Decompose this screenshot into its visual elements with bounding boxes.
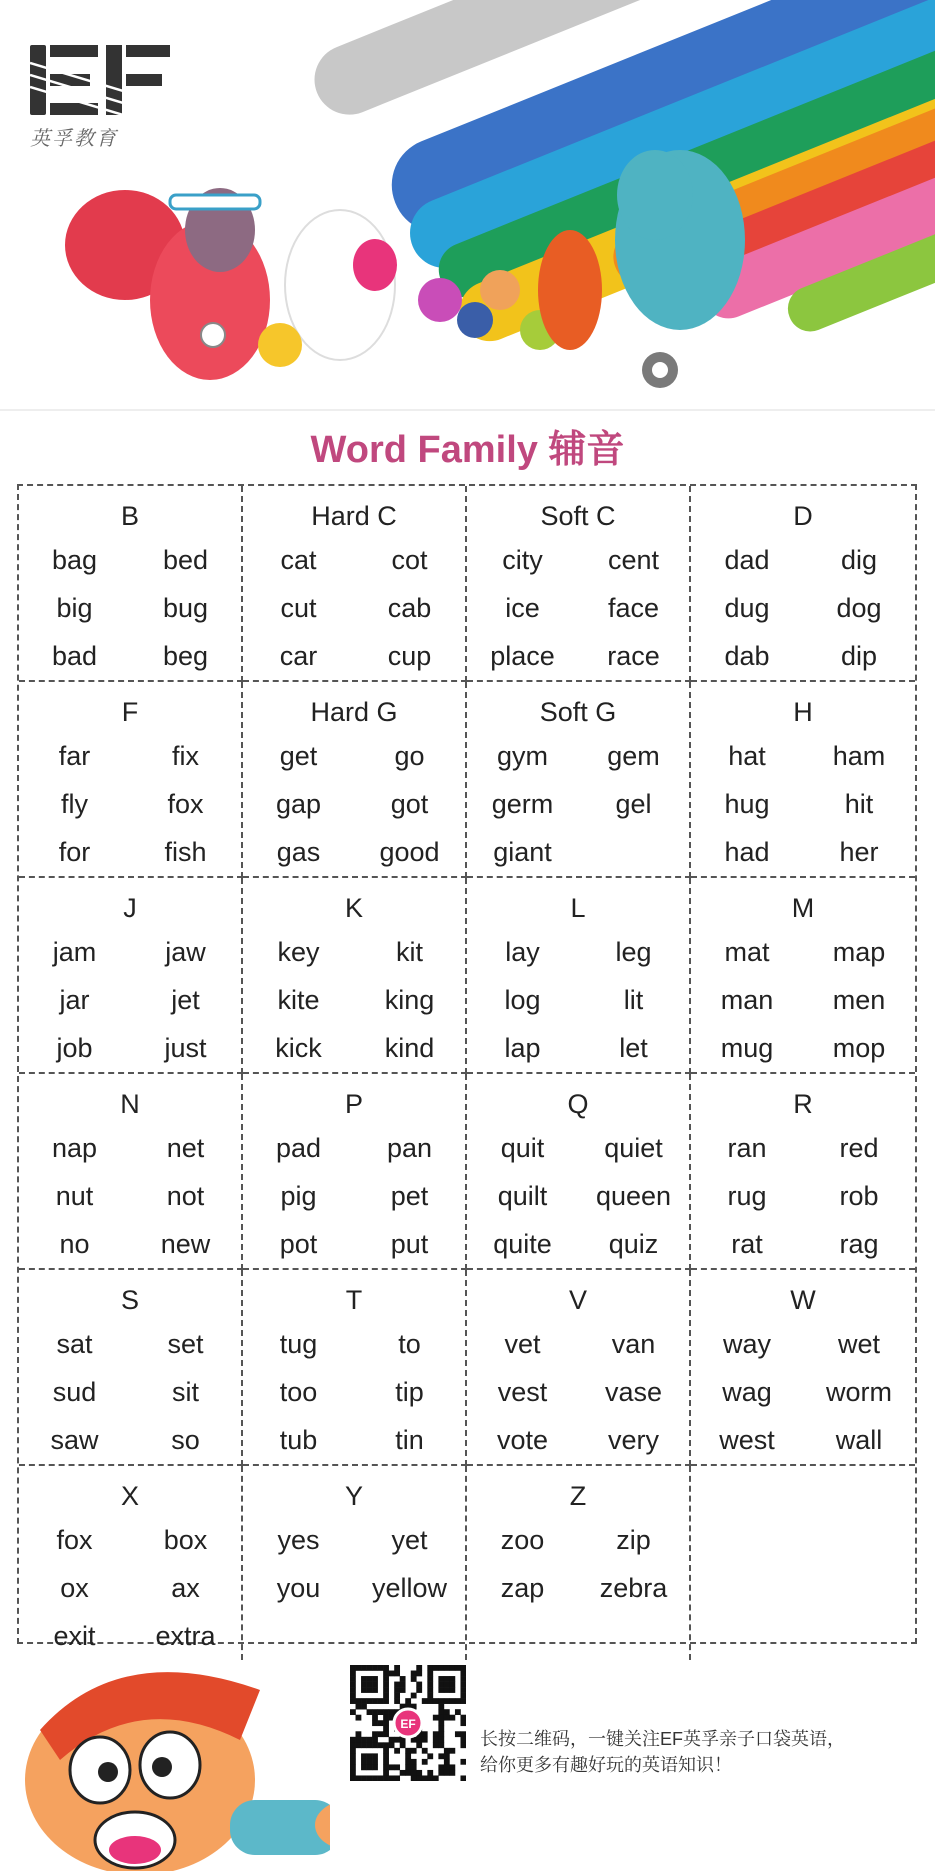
card-letter: S	[120, 1285, 139, 1315]
word-item: zip	[616, 1525, 651, 1555]
word-family-card	[19, 1074, 243, 1270]
card-words	[19, 1320, 241, 1464]
word-item: quiet	[604, 1133, 663, 1163]
word-item: kind	[384, 1033, 435, 1063]
card-words	[243, 1124, 465, 1268]
card-words	[467, 1124, 689, 1268]
card-letter: Z	[569, 1481, 587, 1511]
word-item: pet	[390, 1181, 429, 1211]
word-item: let	[619, 1033, 648, 1063]
word-item: fix	[172, 741, 199, 771]
card-words	[467, 1516, 689, 1660]
word-family-card	[243, 1466, 467, 1660]
word-item: quilt	[497, 1181, 548, 1211]
word-item	[691, 1516, 803, 1564]
word-item: pan	[386, 1133, 433, 1163]
word-item: kick	[275, 1033, 322, 1063]
word-item: dab	[724, 641, 770, 671]
word-item: log	[504, 985, 541, 1015]
word-item: just	[164, 1033, 207, 1063]
word-item: quite	[493, 1229, 552, 1259]
word-family-card	[467, 682, 691, 878]
word-item: pig	[280, 1181, 317, 1211]
card-letter: B	[120, 501, 139, 531]
word-item: hit	[844, 789, 874, 819]
word-item: ran	[727, 1133, 767, 1163]
word-item: lay	[505, 937, 540, 967]
mascot-boy	[0, 1650, 330, 1871]
word-item: fox	[56, 1525, 93, 1555]
word-item	[803, 1564, 915, 1612]
card-letter: Soft C	[540, 501, 616, 531]
card-words	[691, 928, 915, 1072]
word-item: box	[163, 1525, 208, 1555]
word-item: cot	[391, 545, 428, 575]
card-letter: W	[790, 1285, 816, 1315]
word-item: red	[839, 1133, 879, 1163]
word-item: sud	[52, 1377, 97, 1407]
word-item: pad	[275, 1133, 322, 1163]
word-family-card	[19, 1270, 243, 1466]
word-item: fish	[164, 837, 207, 867]
word-item: set	[167, 1329, 204, 1359]
word-item: quit	[500, 1133, 545, 1163]
rainbow-stripes	[304, 0, 935, 350]
word-item: kite	[277, 985, 320, 1015]
word-item: sat	[56, 1329, 93, 1359]
word-item: rat	[731, 1229, 763, 1259]
word-family-card	[691, 486, 915, 682]
word-item: far	[58, 741, 91, 771]
word-item: jam	[52, 937, 97, 967]
card-letter: D	[793, 501, 813, 531]
card-words	[243, 928, 465, 1072]
word-item: men	[832, 985, 886, 1015]
word-item: cat	[280, 545, 317, 575]
card-words	[19, 536, 241, 680]
word-item: hat	[728, 741, 766, 771]
word-item: hug	[724, 789, 770, 819]
word-item: gel	[615, 789, 652, 819]
word-item: extra	[155, 1621, 216, 1651]
word-family-card	[691, 1270, 915, 1466]
card-letter: Q	[567, 1089, 589, 1119]
qr-code[interactable]	[350, 1665, 466, 1781]
word-family-card	[243, 1270, 467, 1466]
word-item: go	[394, 741, 425, 771]
card-letter: T	[345, 1285, 363, 1315]
word-item: job	[56, 1033, 93, 1063]
qr-badge-text: EF	[400, 1717, 416, 1731]
card-words	[691, 1320, 915, 1464]
word-family-card	[19, 486, 243, 682]
card-words	[19, 928, 241, 1072]
word-item: yellow	[371, 1573, 448, 1603]
word-item: jet	[171, 985, 200, 1015]
card-words	[691, 536, 915, 680]
card-letter: F	[121, 697, 139, 727]
word-item: beg	[162, 641, 209, 671]
word-item: worm	[826, 1377, 892, 1407]
word-item: so	[171, 1425, 200, 1455]
card-letter: Y	[344, 1481, 363, 1511]
word-item: mug	[720, 1033, 774, 1063]
word-item: gym	[496, 741, 548, 771]
word-item: kit	[396, 937, 423, 967]
word-family-card	[243, 682, 467, 878]
word-item: race	[607, 641, 660, 671]
word-item: net	[166, 1133, 205, 1163]
word-item: you	[276, 1573, 321, 1603]
card-letter: M	[791, 893, 815, 923]
card-words	[691, 1124, 915, 1268]
header-illustration	[0, 0, 935, 415]
card-letter: Hard G	[310, 697, 398, 727]
word-family-card	[467, 1466, 691, 1660]
word-item: fox	[167, 789, 204, 819]
word-item: not	[166, 1181, 205, 1211]
footer-line-1: 长按二维码，一键关注EF英孚亲子口袋英语，	[480, 1729, 845, 1749]
word-item: cent	[607, 545, 660, 575]
word-item: vest	[497, 1377, 548, 1407]
word-item: got	[390, 789, 429, 819]
word-item: wall	[835, 1425, 883, 1455]
word-item: get	[279, 741, 318, 771]
word-item: bug	[162, 593, 209, 623]
word-item	[803, 1516, 915, 1564]
word-item: face	[607, 593, 660, 623]
word-item: nut	[55, 1181, 94, 1211]
card-letter: N	[120, 1089, 140, 1119]
word-item: tub	[279, 1425, 318, 1455]
card-letter: L	[570, 893, 586, 923]
word-item: leg	[615, 937, 652, 967]
word-item	[578, 828, 689, 876]
word-item: jar	[59, 985, 90, 1015]
word-item: germ	[491, 789, 554, 819]
word-item: saw	[50, 1425, 99, 1455]
word-item: car	[279, 641, 318, 671]
word-item: put	[390, 1229, 429, 1259]
card-words	[691, 1516, 915, 1660]
word-family-card	[243, 878, 467, 1074]
word-item: cab	[387, 593, 432, 623]
word-item: dad	[724, 545, 770, 575]
word-item: gem	[607, 741, 660, 771]
word-item: ice	[505, 593, 540, 623]
word-item: map	[832, 937, 886, 967]
word-family-card	[691, 878, 915, 1074]
word-item: good	[379, 837, 440, 867]
word-family-card	[243, 1074, 467, 1270]
word-item: dog	[836, 593, 882, 623]
word-item: rob	[839, 1181, 879, 1211]
word-item: too	[279, 1377, 318, 1407]
word-item: jaw	[165, 937, 206, 967]
word-family-card	[467, 1270, 691, 1466]
word-item: zoo	[500, 1525, 545, 1555]
word-item: dip	[840, 641, 878, 671]
qr-code-image	[350, 1665, 466, 1781]
word-item: zap	[500, 1573, 545, 1603]
word-item: west	[719, 1425, 775, 1455]
word-item: yes	[277, 1525, 320, 1555]
logo-caption: 英孚教育	[30, 128, 118, 150]
word-item: no	[59, 1229, 90, 1259]
word-item: gas	[276, 837, 321, 867]
word-item: rag	[839, 1229, 879, 1259]
card-words	[467, 732, 689, 876]
word-item: cut	[280, 593, 317, 623]
word-item: rug	[727, 1181, 767, 1211]
word-item: dig	[840, 545, 878, 575]
word-item: sit	[172, 1377, 199, 1407]
card-words	[243, 1320, 465, 1464]
word-family-card	[691, 1074, 915, 1270]
card-words	[243, 536, 465, 680]
card-words	[467, 536, 689, 680]
card-letter: X	[120, 1481, 139, 1511]
word-item: ax	[171, 1573, 200, 1603]
card-letter: Hard C	[311, 501, 397, 531]
footer-line-2: 给你更多有趣好玩的英语知识！	[480, 1755, 732, 1775]
word-item: queen	[595, 1181, 672, 1211]
card-words	[467, 928, 689, 1072]
word-item: giant	[493, 837, 552, 867]
word-item: ham	[832, 741, 886, 771]
word-item: vet	[504, 1329, 541, 1359]
word-item: lit	[623, 985, 644, 1015]
word-item: man	[720, 985, 774, 1015]
card-letter: R	[793, 1089, 813, 1119]
word-item: yet	[391, 1525, 428, 1555]
word-item: fly	[61, 789, 88, 819]
word-item: ox	[60, 1573, 89, 1603]
word-family-card	[467, 878, 691, 1074]
card-words	[691, 732, 915, 876]
word-item: quiz	[608, 1229, 659, 1259]
word-item: tug	[279, 1329, 318, 1359]
word-item: for	[58, 837, 91, 867]
card-words	[19, 732, 241, 876]
word-family-card	[691, 682, 915, 878]
word-item: key	[277, 937, 320, 967]
word-family-card	[467, 486, 691, 682]
ef-logo-mark	[30, 45, 170, 125]
word-item: wag	[722, 1377, 772, 1407]
word-item: tin	[395, 1425, 424, 1455]
word-item: new	[160, 1229, 211, 1259]
page-title: Word Family 辅音	[310, 429, 625, 471]
word-item: very	[607, 1425, 659, 1455]
ef-logo	[30, 45, 170, 130]
word-item: cup	[387, 641, 432, 671]
word-item: tip	[395, 1377, 424, 1407]
word-item: vote	[496, 1425, 549, 1455]
word-item: vase	[604, 1377, 663, 1407]
word-item: wet	[837, 1329, 881, 1359]
card-words	[19, 1516, 241, 1660]
card-words	[243, 1516, 465, 1660]
word-item: had	[724, 837, 770, 867]
word-item: bed	[162, 545, 209, 575]
card-words	[19, 1124, 241, 1268]
word-item: gap	[275, 789, 322, 819]
card-words	[243, 732, 465, 876]
word-item: city	[502, 545, 543, 575]
card-letter: Soft G	[539, 697, 617, 727]
card-letter: H	[793, 697, 813, 727]
word-item: dug	[724, 593, 770, 623]
word-item: lap	[504, 1033, 541, 1063]
footer	[0, 1650, 935, 1871]
word-item: bad	[51, 641, 98, 671]
card-letter: J	[123, 893, 137, 923]
word-item: van	[611, 1329, 656, 1359]
word-family-card	[243, 486, 467, 682]
word-item: big	[56, 593, 93, 623]
card-letter: V	[568, 1285, 587, 1315]
footer-text	[480, 1726, 845, 1778]
word-item: bag	[51, 545, 98, 575]
word-item: her	[839, 837, 879, 867]
word-family-card	[19, 878, 243, 1074]
word-item: place	[490, 641, 555, 671]
card-letter	[691, 1476, 915, 1516]
card-letter: P	[344, 1089, 363, 1119]
word-item: mat	[724, 937, 770, 967]
word-item: nap	[51, 1133, 98, 1163]
word-item: exit	[53, 1621, 96, 1651]
word-family-grid	[17, 484, 917, 1651]
word-family-card	[19, 1466, 243, 1660]
word-family-card	[691, 1466, 915, 1660]
word-family-card	[467, 1074, 691, 1270]
word-item: zebra	[599, 1573, 668, 1603]
word-item: way	[722, 1329, 771, 1359]
word-item	[691, 1564, 803, 1612]
word-item: pot	[279, 1229, 318, 1259]
word-item: king	[384, 985, 435, 1015]
word-family-card	[19, 682, 243, 878]
card-words	[467, 1320, 689, 1464]
word-item: to	[398, 1329, 421, 1359]
card-letter: K	[344, 893, 363, 923]
word-item: mop	[832, 1033, 886, 1063]
